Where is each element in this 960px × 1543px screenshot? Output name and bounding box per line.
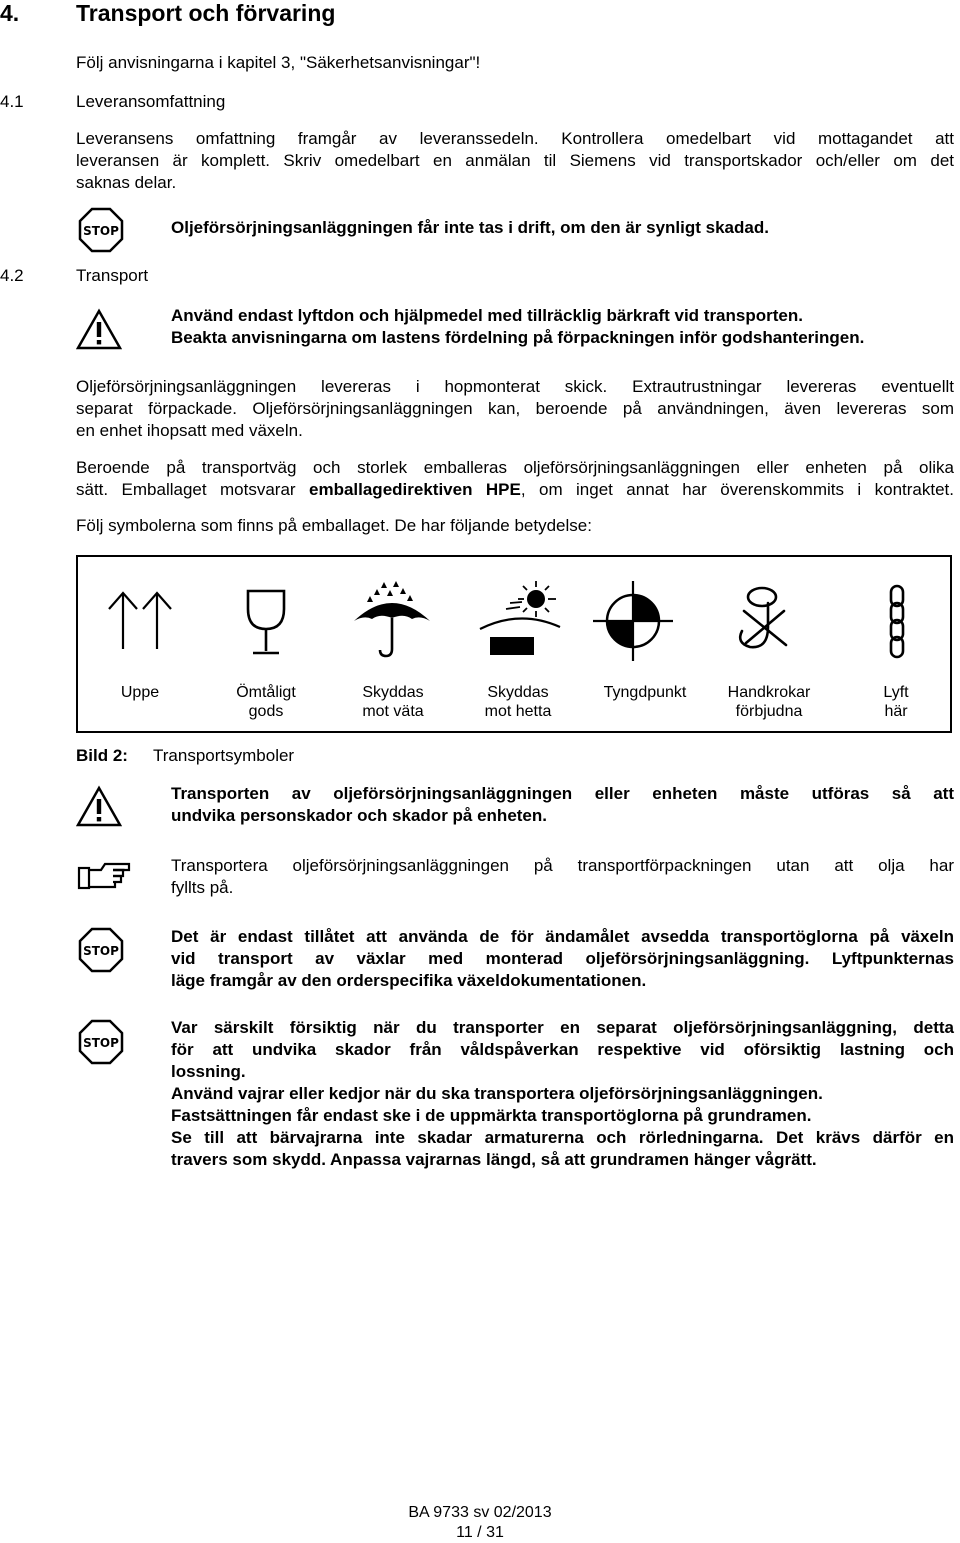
paragraph-delivery bbox=[76, 128, 954, 194]
stop-line: lossning. bbox=[171, 1062, 246, 1081]
stop-line: läge framgår av den orderspecifika växeldokumentationen. bbox=[171, 971, 647, 990]
fragile-glass-icon bbox=[241, 587, 291, 659]
paragraph-line bbox=[76, 479, 954, 501]
stop-icon-label: STOP bbox=[83, 224, 119, 238]
stop-icon bbox=[78, 927, 124, 973]
stop-line: Se till att bärvajrarna inte skadar armaturerna och rörledningarna. Det krävs därför en bbox=[171, 1128, 954, 1147]
stop-icon-label: STOP bbox=[83, 1036, 119, 1050]
footer-page-number: 11 / 31 bbox=[456, 1524, 504, 1541]
subsection-title-4-2: Transport bbox=[76, 266, 149, 285]
footer-doc-id: BA 9733 sv 02/2013 bbox=[408, 1504, 552, 1521]
symbol-caption-fragile bbox=[201, 683, 331, 721]
stop-careful-transport-text bbox=[171, 1017, 954, 1171]
symbol-caption-gravity bbox=[580, 683, 710, 702]
figure-label: Bild 2: bbox=[76, 746, 128, 765]
lift-here-chain-icon bbox=[884, 583, 910, 659]
pointing-hand-icon bbox=[77, 860, 133, 890]
umbrella-rain-icon bbox=[350, 579, 434, 659]
section-title: Transport och förvaring bbox=[76, 0, 336, 26]
caption-line: mot väta bbox=[362, 703, 424, 720]
caption-line: Skyddas bbox=[487, 684, 549, 701]
symbol-caption-hooks bbox=[704, 683, 834, 721]
symbol-caption-lift bbox=[831, 683, 960, 721]
caption-line: här bbox=[884, 703, 908, 720]
caption-line: Lyft bbox=[883, 684, 909, 701]
caption-line: förbjudna bbox=[735, 703, 803, 720]
text-run: , om inget annat har överenskommits i kontraktet. bbox=[520, 480, 954, 499]
center-of-gravity-icon bbox=[591, 579, 675, 663]
note-line: Transportera oljeförsörjningsanläggningen på transportförpackningen utan att olja har bbox=[171, 856, 954, 875]
caption-line: Handkrokar bbox=[727, 684, 811, 701]
symbol-caption-heat bbox=[453, 683, 583, 721]
caption-line: Ömtåligt bbox=[236, 684, 296, 701]
warning-transport-text bbox=[171, 783, 954, 827]
note-line: fyllts på. bbox=[171, 878, 234, 897]
subsection-title-4-1: Leveransomfattning bbox=[76, 92, 226, 111]
paragraph-line: Beroende på transportväg och storlek emballeras oljeförsörjningsanläggningen eller enheten på olika bbox=[76, 458, 954, 477]
paragraph-assembly bbox=[76, 376, 954, 442]
warning-triangle-icon bbox=[76, 785, 122, 827]
caption-line: Tyngdpunkt bbox=[603, 684, 687, 701]
subsection-number-4-1: 4.1 bbox=[0, 92, 24, 111]
stop-line: Fastsättningen får endast ske i de uppmärkta transportöglorna på grundramen. bbox=[171, 1106, 812, 1125]
warning-line: undvika personskador och skador på enheten. bbox=[171, 806, 547, 825]
paragraph-line: en enhet ihopsatt med växeln. bbox=[76, 421, 303, 440]
stop-icon bbox=[78, 1019, 124, 1065]
section-number: 4. bbox=[0, 0, 20, 26]
stop-line: Använd vajrar eller kedjor när du ska transportera oljeförsörjningsanläggningen. bbox=[171, 1084, 823, 1103]
stop-icon-label: STOP bbox=[83, 944, 119, 958]
stop-line: travers som skydd. Anpassa vajrarnas längd, så att grundramen hänger vågrätt. bbox=[171, 1150, 817, 1169]
stop-line: vid transport av växlar med monterad oljeförsörjningsanläggning. Lyftpunkternas bbox=[171, 949, 954, 968]
figure-caption: Transportsymboler bbox=[153, 746, 295, 765]
sun-heat-icon bbox=[476, 579, 562, 661]
paragraph-line: Leveransens omfattning framgår av leveranssedeln. Kontrollera omedelbart vid mottagandet att bbox=[76, 129, 954, 148]
paragraph-line: separat förpackade. Oljeförsörjningsanläggningen kan, beroende på användningen, även levereras som bbox=[76, 399, 954, 418]
stop-line: Var särskilt försiktig när du transporter en separat oljeförsörjningsanläggning, detta bbox=[171, 1018, 954, 1037]
paragraph-line: Oljeförsörjningsanläggningen levereras i hopmonterat skick. Extrautrustningar levereras eventuellt bbox=[76, 377, 954, 396]
warning-line: Transporten av oljeförsörjningsanläggningen eller enheten måste utföras så att bbox=[171, 784, 954, 803]
subsection-number-4-2: 4.2 bbox=[0, 266, 24, 285]
caption-line: gods bbox=[248, 703, 284, 720]
no-hand-hooks-icon bbox=[732, 581, 802, 665]
caption-line: Uppe bbox=[120, 684, 160, 701]
stop-line: för att undvika skador från våldspåverkan respektive vid oförsiktig lastning och bbox=[171, 1040, 954, 1059]
stop-icon bbox=[78, 207, 124, 253]
packaging-directive: emballagedirektiven HPE bbox=[309, 480, 521, 499]
note-text bbox=[171, 855, 954, 899]
this-way-up-icon bbox=[105, 587, 175, 657]
stop-line: Det är endast tillåtet att använda de för ändamålet avsedda transportöglorna på växeln bbox=[171, 927, 954, 946]
warning-lifting-text bbox=[171, 305, 951, 349]
stop-lifting-points-text bbox=[171, 926, 954, 992]
intro-text: Följ anvisningarna i kapitel 3, "Säkerhetsanvisningar"! bbox=[76, 53, 481, 72]
symbol-caption-up bbox=[75, 683, 205, 702]
paragraph-line: saknas delar. bbox=[76, 173, 177, 192]
warning-line: Använd endast lyftdon och hjälpmedel med tillräcklig bärkraft vid transporten. bbox=[171, 306, 803, 325]
transport-symbols-figure bbox=[76, 555, 952, 733]
text-run: sätt. Emballaget motsvarar bbox=[76, 480, 309, 499]
warning-triangle-icon bbox=[76, 308, 122, 350]
caption-line: Skyddas bbox=[362, 684, 424, 701]
paragraph-packaging bbox=[76, 457, 954, 501]
paragraph-line: leveransen är komplett. Skriv omedelbart en anmälan til Siemens vid transportskador och/eller om det bbox=[76, 151, 954, 170]
caption-line: mot hetta bbox=[484, 703, 552, 720]
symbol-caption-wet bbox=[328, 683, 458, 721]
paragraph-symbols-intro: Följ symbolerna som finns på emballaget. De har följande betydelse: bbox=[76, 516, 592, 535]
stop-warning-text: Oljeförsörjningsanläggningen får inte tas i drift, om den är synligt skadad. bbox=[171, 218, 769, 237]
warning-line: Beakta anvisningarna om lastens fördelning på förpackningen inför godshanteringen. bbox=[171, 328, 865, 347]
